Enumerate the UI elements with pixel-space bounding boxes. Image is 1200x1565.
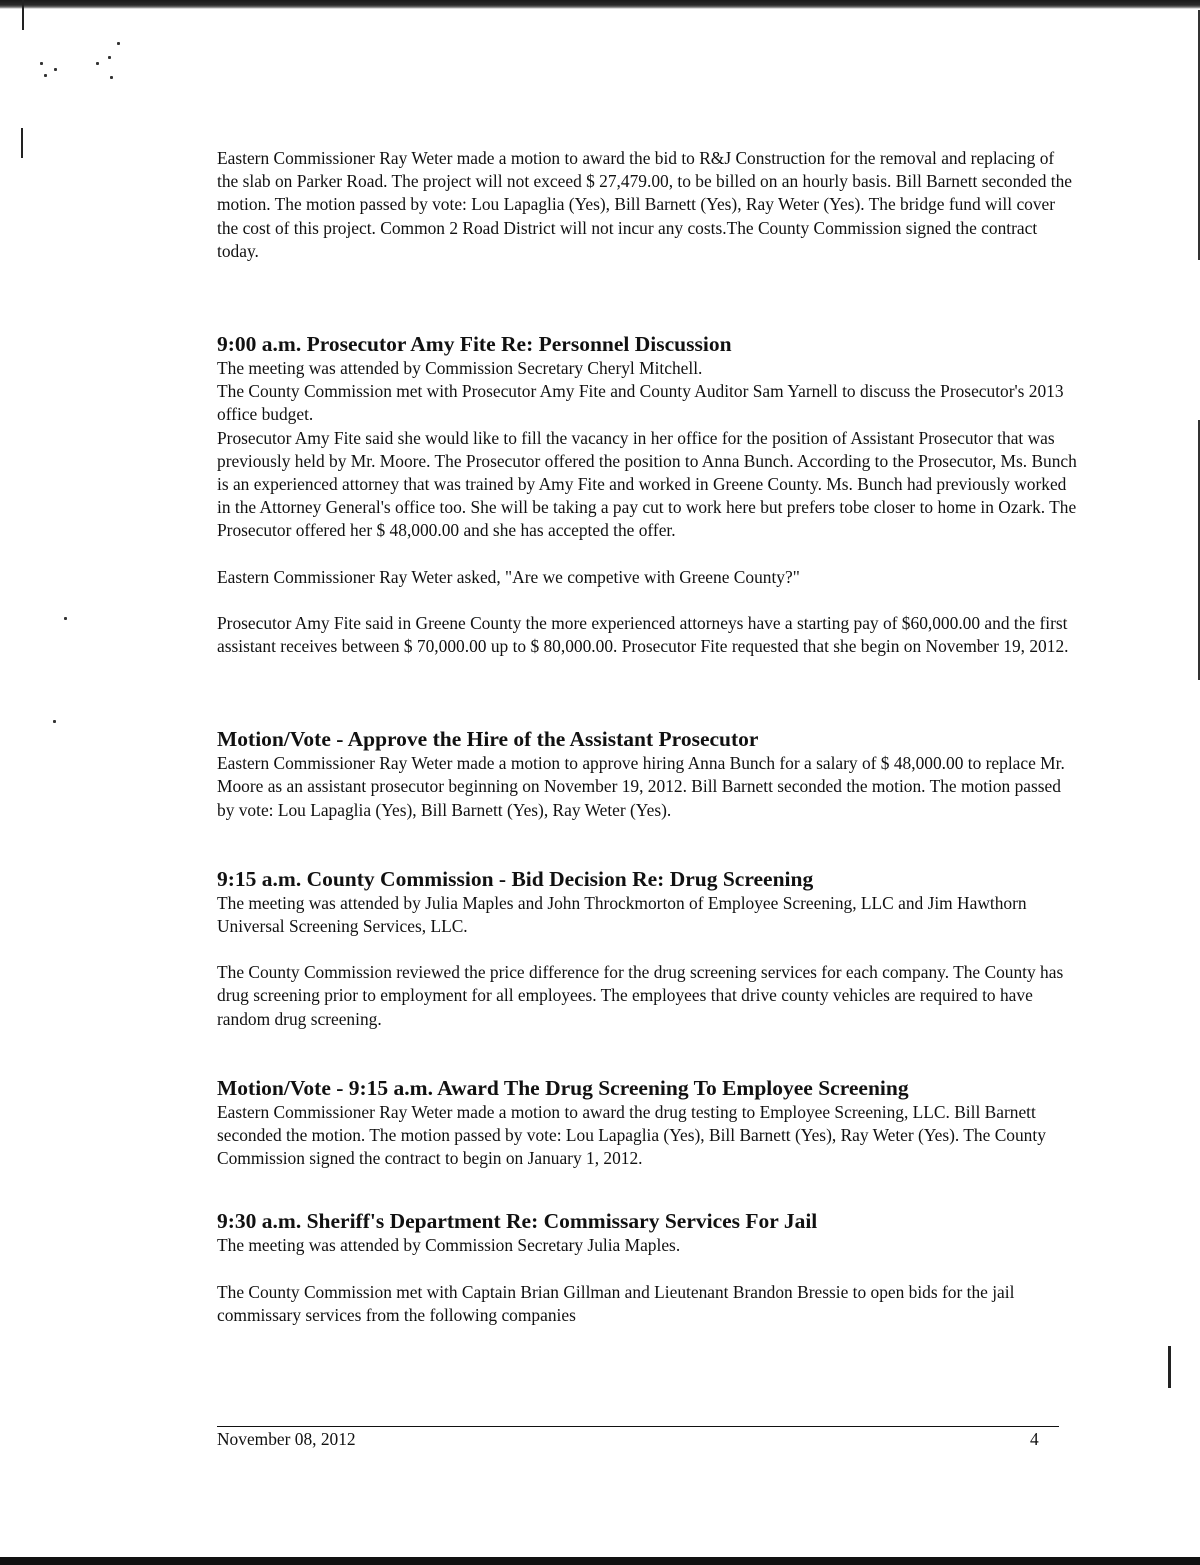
- body-paragraph: The meeting was attended by Julia Maples and John Throckmorton of Employee Screening, LLC and Jim Hawthorn Universal Screening Services, LLC.: [217, 892, 1027, 937]
- footer-rule: [217, 1426, 1059, 1427]
- scan-edge-mark: [1168, 1346, 1171, 1388]
- body-paragraph: Eastern Commissioner Ray Weter made a motion to approve hiring Anna Bunch for a salary of $ 48,000.00 to replace Mr. Moore as an assistant prosecutor beginning on November 19, 2012. Bill Barnett seconded the motion. The motion passed by vote: Lou Lapaglia (Yes), Bill Barnett (Yes), Ray Weter (Yes).: [217, 753, 1065, 820]
- section-heading-hire: Motion/Vote - Approve the Hire of the Assistant Prosecutor: [217, 727, 759, 752]
- page-number: 4: [1030, 1429, 1039, 1449]
- scan-speck: [40, 62, 43, 65]
- scan-speck: [110, 76, 113, 79]
- scan-speck: [117, 42, 120, 45]
- scan-speck: [64, 617, 67, 620]
- body-paragraph: The meeting was attended by Commission Secretary Cheryl Mitchell.: [217, 358, 703, 379]
- scan-speck: [53, 720, 56, 723]
- scan-bottom-border: [0, 1557, 1200, 1565]
- section-heading-sheriff: 9:30 a.m. Sheriff's Department Re: Commissary Services For Jail: [217, 1209, 818, 1234]
- scan-edge-mark: [22, 0, 24, 30]
- body-paragraph: The County Commission reviewed the price difference for the drug screening services for each company. The County has drug screening prior to employment for all employees. The employees that drive county vehicles are required to have random drug screening.: [217, 962, 1064, 1029]
- scan-speck: [108, 56, 111, 59]
- document-body: [217, 147, 1077, 1327]
- footer-date: November 08, 2012: [217, 1429, 356, 1449]
- section-heading-prosecutor: 9:00 a.m. Prosecutor Amy Fite Re: Personnel Discussion: [217, 332, 732, 357]
- scan-edge-mark: [21, 128, 23, 158]
- body-paragraph: Prosecutor Amy Fite said in Greene County the more experienced attorneys have a starting pay of $60,000.00 and the first assistant receives between $ 70,000.00 up to $ 80,000.00. Prosecutor Fite requested that she begin on November 19, 2012.: [217, 612, 1069, 657]
- intro-paragraph: Eastern Commissioner Ray Weter made a motion to award the bid to R&J Construction for the removal and replacing of the slab on Parker Road. The project will not exceed $ 27,479.00, to be billed on an hourly basis. Bill Barnett seconded the motion. The motion passed by vote: Lou Lapaglia (Yes), Bill Barnett (Yes), Ray Weter (Yes). The bridge fund will cover the cost of this project. Common 2 Road District will not incur any costs.The County Commission signed the contract today.: [217, 148, 1073, 261]
- section-heading-drug-screening: 9:15 a.m. County Commission - Bid Decision Re: Drug Screening: [217, 866, 814, 891]
- body-paragraph: The County Commission met with Captain Brian Gillman and Lieutenant Brandon Bressie to open bids for the jail commissary services from the following companies: [217, 1281, 1015, 1325]
- body-paragraph: The meeting was attended by Commission Secretary Julia Maples.: [217, 1235, 681, 1256]
- scan-speck: [44, 74, 47, 77]
- body-paragraph: Prosecutor Amy Fite said she would like to fill the vacancy in her office for the position of Assistant Prosecutor that was previously held by Mr. Moore. The Prosecutor offered the position to Anna Bunch. According to the Prosecutor, Ms. Bunch is an experienced attorney that was trained by Amy Fite and worked in Greene County. Ms. Bunch had previously worked in the Attorney General's office too. She will be taking a pay cut to work here but prefers tobe closer to home in Ozark. The Prosecutor offered her $ 48,000.00 and she has accepted the offer.: [217, 427, 1077, 541]
- body-paragraph: The County Commission met with Prosecutor Amy Fite and County Auditor Sam Yarnell to discuss the Prosecutor's 2013 office budget.: [217, 381, 1064, 425]
- body-paragraph: Eastern Commissioner Ray Weter made a motion to award the drug testing to Employee Screening, LLC. Bill Barnett seconded the motion. The motion passed by vote: Lou Lapaglia (Yes), Bill Barnett (Yes), Ray Weter (Yes). The County Commission signed the contract to begin on January 1, 2012.: [217, 1101, 1046, 1169]
- scan-top-border: [0, 0, 1200, 9]
- scan-speck: [96, 62, 99, 65]
- body-paragraph: Eastern Commissioner Ray Weter asked, "Are we competive with Greene County?": [217, 566, 800, 587]
- scan-speck: [54, 68, 57, 71]
- section-heading-award: Motion/Vote - 9:15 a.m. Award The Drug Screening To Employee Screening: [217, 1075, 909, 1100]
